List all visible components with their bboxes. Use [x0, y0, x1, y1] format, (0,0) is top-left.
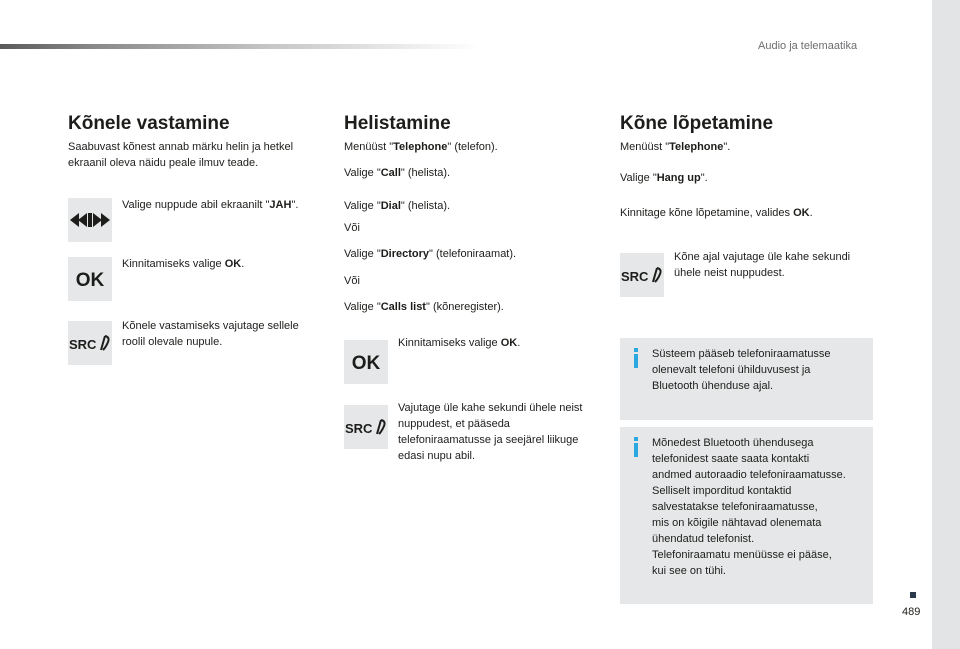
src-phone-icon: [620, 253, 664, 297]
call-or-1: Või: [344, 222, 360, 234]
call-line-telephone: Menüüst "Telephone" (telefon).: [344, 141, 498, 153]
side-strip: [932, 0, 960, 649]
call-or-2: Või: [344, 275, 360, 287]
svg-text:SRC: SRC: [621, 269, 649, 284]
header-rule: [0, 44, 480, 49]
hangup-line-telephone: Menüüst "Telephone".: [620, 141, 731, 153]
info-box-contacts: [620, 427, 873, 604]
svg-text:OK: OK: [351, 353, 381, 373]
info-icon: [634, 348, 638, 368]
call-line-directory: Valige "Directory" (telefoniraamat).: [344, 248, 517, 260]
call-hold: Vajutage üle kahe sekundi ühele neist nuppudest, et pääseda telefoniraamatusse ja seejärel liikuge edasi nupu abil.: [398, 402, 583, 462]
info-box-phonebook: [620, 338, 873, 420]
page-marker: [910, 592, 916, 598]
hangup-hold: Kõne ajal vajutage üle kahe sekundi ühele neist nuppudest.: [674, 251, 851, 279]
section-title-hangup: Kõne lõpetamine: [620, 113, 774, 134]
answer-step-select: Valige nuppude abil ekraanilt "JAH".: [122, 199, 299, 211]
hangup-line-hangup: Valige "Hang up".: [620, 172, 708, 184]
seek-arrows-icon: [68, 198, 112, 242]
answer-step-confirm: Kinnitamiseks valige OK.: [122, 258, 245, 270]
call-line-dial: Valige "Dial" (helista).: [344, 200, 451, 212]
call-line-call: Valige "Call" (helista).: [344, 167, 451, 179]
svg-text:SRC: SRC: [345, 421, 373, 436]
page-number: 489: [902, 606, 921, 618]
info-text-phonebook: Süsteem pääseb telefoniraamatusse olenevalt telefoni ühilduvusest ja Bluetooth ühenduse ajal.: [652, 348, 831, 392]
ok-button-icon: [68, 257, 112, 301]
answer-step-wheel: Kõnele vastamiseks vajutage sellele roolil olevale nupule.: [122, 320, 299, 348]
call-confirm: Kinnitamiseks valige OK.: [398, 337, 521, 349]
info-icon: [634, 437, 638, 457]
src-phone-icon: [68, 321, 112, 365]
svg-text:OK: OK: [75, 270, 105, 290]
section-title-call: Helistamine: [344, 113, 451, 134]
ok-button-icon: [344, 340, 388, 384]
call-line-calls-list: Valige "Calls list" (kõneregister).: [344, 301, 504, 313]
src-phone-icon: [344, 405, 388, 449]
hangup-line-confirm: Kinnitage kõne lõpetamine, valides OK.: [620, 207, 813, 219]
answer-intro: Saabuvast kõnest annab märku helin ja hetkel ekraanil oleva näidu peale ilmuv teade.: [68, 141, 294, 169]
svg-text:SRC: SRC: [69, 337, 97, 352]
section-title-answer: Kõnele vastamine: [68, 113, 230, 134]
header-title: Audio ja telemaatika: [758, 40, 858, 52]
info-text-contacts: Mõnedest Bluetooth ühendusega telefonidest saate saata kontakti andmed autoraadio telefoniraamatusse. Selliselt imporditud kontaktid salvestatakse telefoniraamatusse, mis on kõigile nähtavad olenemata ühendatud telefonist. Telefoniraamatu menüüsse ei pääse, kui see on tühi.: [652, 437, 846, 577]
